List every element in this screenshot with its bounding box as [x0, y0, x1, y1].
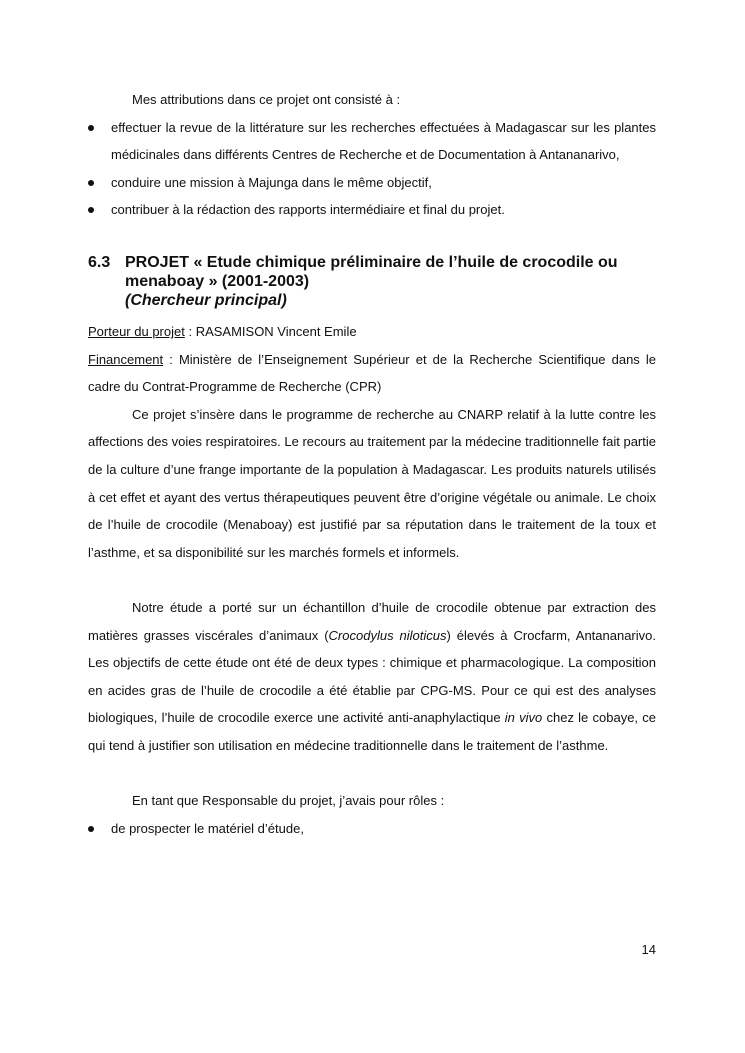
financement-line [88, 346, 656, 401]
list-item-text: de prospecter le matériel d’étude, [111, 820, 304, 836]
list-item [88, 815, 656, 843]
paragraph-gap [88, 759, 656, 787]
section-heading [88, 253, 656, 310]
financement-value: Ministère de l’Enseignement Supérieur et de la Recherche Scientifique dans le cadre du Contrat-Programme de Recherche (CPR) [88, 351, 656, 395]
paragraph-study [88, 594, 656, 760]
study-text-part-2: ) élevés à Crocfarm, Antananarivo. Les objectifs de cette étude ont été de deux types : chimique et pharmacologique. La composition en acides gras de l’huile de crocodile a été établie par CPG-MS. Pour ce qui est des analyses biologiques, l’huile de crocodile exerce une activité anti-anaphylactique [88, 627, 656, 726]
financement-separator: : [163, 351, 179, 367]
attributions-intro: Mes attributions dans ce projet ont consisté à : [132, 92, 401, 107]
bullet-icon [88, 207, 94, 213]
list-item-text: conduire une mission à Majunga dans le même objectif, [111, 174, 432, 190]
section-title-line-1: PROJET « Etude chimique préliminaire de l’huile de crocodile ou [125, 253, 618, 271]
porteur-line [88, 318, 656, 346]
attributions-list [88, 114, 656, 224]
section-role: (Chercheur principal) [125, 291, 287, 309]
porteur-label: Porteur du projet [88, 323, 185, 339]
paragraph-gap [88, 566, 656, 594]
page-content [88, 86, 656, 842]
list-item [88, 169, 656, 197]
section-title-block [125, 253, 656, 310]
list-item [88, 196, 656, 224]
financement-label: Financement [88, 351, 164, 367]
page-number: 14 [641, 942, 656, 957]
in-vivo-term: in vivo [504, 710, 543, 726]
list-item-text: effectuer la revue de la littérature sur les recherches effectuées à Madagascar sur les plantes médicinales dans différents Centres de Recherche et de Documentation à Antananarivo, [111, 119, 656, 163]
study-text-part-1: Notre étude a porté sur un échantillon d’huile de crocodile obtenue par extraction des matières grasses viscérales d’animaux ( [88, 599, 656, 643]
roles-intro: En tant que Responsable du projet, j’avais pour rôles : [132, 793, 445, 809]
section-title-line-2: menaboay » (2001-2003) [125, 272, 310, 290]
list-item [88, 114, 656, 169]
porteur-value: RASAMISON Vincent Emile [195, 323, 357, 339]
section-number: 6.3 [88, 253, 111, 271]
bullet-icon [88, 180, 94, 186]
paragraph-context: Ce projet s’insère dans le programme de recherche au CNARP relatif à la lutte contre les affections des voies respiratoires. Le recours au traitement par la médecine traditionnelle fait partie de la culture d’une frange importante de la population à Madagascar. Les produits naturels utilisés à cet effet et ayant des vertus thérapeutiques peuvent être d’origine végétale ou animale. Le choix de l’huile de crocodile (Menaboay) est justifié par sa réputation dans le traitement de la toux et l’asthme, et sa disponibilité sur les marchés formels et informels. [88, 406, 656, 560]
list-item-text: contribuer à la rédaction des rapports intermédiaire et final du projet. [111, 202, 505, 218]
bullet-icon [88, 125, 94, 131]
bullet-icon [88, 826, 94, 832]
study-text-part-3: chez le cobaye, ce qui tend à justifier son utilisation en médecine traditionnelle dans le traitement de l’asthme. [88, 710, 656, 753]
porteur-separator: : [184, 323, 196, 339]
roles-list [88, 815, 656, 843]
species-name: Crocodylus niloticus [328, 627, 447, 643]
